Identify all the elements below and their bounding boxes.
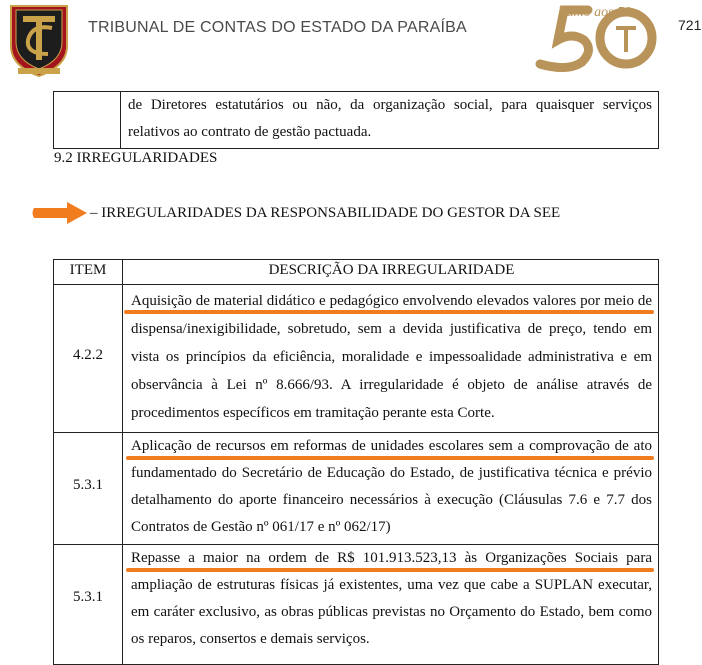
item-code: 5.3.1 [73,589,103,605]
tce-crest-logo [8,2,70,78]
continuation-text: de Diretores estatutários ou não, da organização social, para quaisquer serviços relativos ao contrato de gestão pactuada. [128,97,652,140]
irregularity-description: Aquisição de material didático e pedagógico envolvendo elevados valores por meio de dispensa/inexigibilidade, sobretudo, sem a devida justificativa de preço, tendo em vista os princípios da eficiência, moralidade e impessoalidade administrativa e em observância à Lei nº 8.666/93. A irregularidade é objeto de análise através de procedimentos específicos em tramitação perante esta Corte. [131,293,652,421]
table-row [54,284,658,432]
header-title: TRIBUNAL DE CONTAS DO ESTADO DA PARAÍBA [88,19,467,36]
continuation-table [53,91,659,149]
highlight-underline [126,568,654,572]
item-code: 4.2.2 [73,347,103,363]
table-row [54,544,658,664]
highlight-underline [126,456,654,460]
section-title: 9.2 IRREGULARIDADES [54,150,218,166]
irregularity-description: Aplicação de recursos em reformas de unidades escolares sem a comprovação de ato fundamentado do Secretário de Educação do Estado, de justificativa técnica e prévio detalhamento do aporte financeiro necessários à execução (Cláusulas 7.6 e 7.7 dos Contratos de Gestão nº 061/17 e nº 062/17) [131,438,652,535]
item-header: ITEM [69,262,107,278]
irregularities-table [53,259,659,665]
item-code: 5.3.1 [73,477,103,493]
continuation-empty-cell [54,92,121,148]
anniversary-50-logo [528,0,678,78]
table-row [54,432,658,544]
page-number: 721 [678,17,702,33]
orange-arrow-annotation [31,200,89,226]
anniversary-logo-text: Rumo aos 50 [558,5,632,20]
description-header: DESCRIÇÃO DA IRREGULARIDADE [268,262,515,278]
table-header-row [54,260,658,284]
sub-heading: – IRREGULARIDADES DA RESPONSABILIDADE DO GESTOR DA SEE [90,205,561,221]
highlight-underline [124,310,654,314]
irregularity-description: Repasse a maior na ordem de R$ 101.913.523,13 às Organizações Sociais para ampliação de estruturas físicas já existentes, uma vez que cabe a SUPLAN executar, em caráter exclusivo, as obras públicas previstas no Orçamento do Estado, bem como os reparos, consertos e demais serviços. [131,550,652,647]
